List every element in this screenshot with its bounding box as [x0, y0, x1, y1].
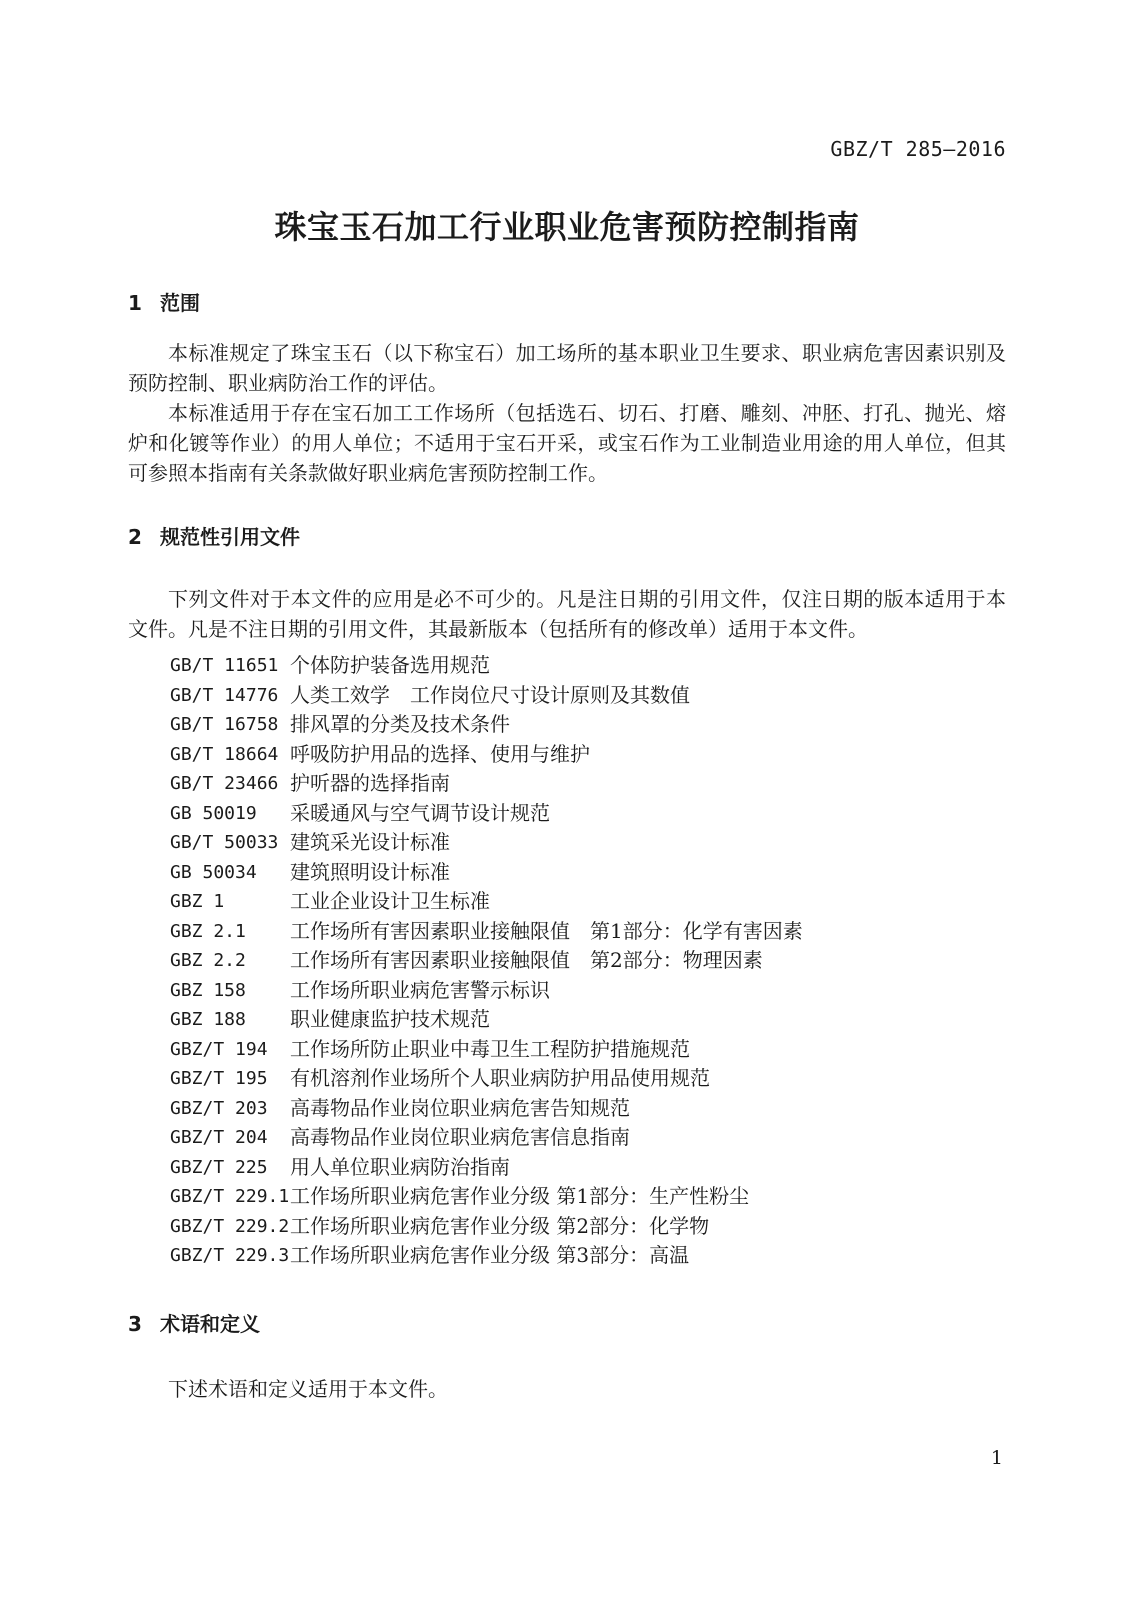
reference-code: GBZ 158	[170, 979, 246, 1001]
reference-code: GBZ/T 194	[170, 1038, 268, 1060]
reference-code: GB/T 16758	[170, 714, 279, 735]
reference-code: GB/T 50033	[170, 832, 279, 853]
reference-code: GBZ 188	[170, 1009, 246, 1030]
reference-item	[128, 799, 1006, 829]
section-3-heading	[128, 1308, 260, 1337]
reference-item	[128, 1064, 1006, 1094]
reference-title: 护听器的选择指南	[290, 771, 450, 795]
reference-title: 建筑照明设计标准	[290, 859, 450, 884]
reference-item	[128, 976, 1006, 1006]
reference-code: GB/T 18664	[170, 743, 279, 765]
reference-code: GB/T 11651	[170, 655, 279, 676]
reference-item	[128, 1182, 1006, 1212]
reference-code: GBZ/T 203	[170, 1097, 268, 1119]
reference-code: GB/T 23466	[170, 773, 279, 794]
reference-title: 个体防护装备选用规范	[290, 653, 490, 677]
reference-title: 工业企业设计卫生标准	[290, 889, 490, 913]
reference-title: 工作场所有害因素职业接触限值 第1部分：化学有害因素	[290, 918, 803, 943]
reference-title: 工作场所职业病危害作业分级 第2部分：化学物	[290, 1213, 710, 1238]
reference-title: 建筑采光设计标准	[290, 830, 450, 854]
reference-item	[128, 1035, 1006, 1065]
section-2-heading	[128, 521, 300, 550]
section-1-heading	[128, 287, 200, 316]
reference-code: GBZ 1	[170, 891, 225, 912]
reference-title: 呼吸防护用品的选择、使用与维护	[290, 741, 590, 766]
references-list	[128, 651, 1006, 1271]
reference-code: GBZ/T 225	[170, 1156, 268, 1178]
reference-item	[128, 681, 1006, 711]
reference-title: 职业健康监护技术规范	[290, 1007, 490, 1031]
reference-item	[128, 651, 1006, 681]
reference-item	[128, 1094, 1006, 1124]
reference-title: 有机溶剂作业场所个人职业病防护用品使用规范	[290, 1066, 710, 1090]
reference-item	[128, 828, 1006, 858]
reference-item	[128, 769, 1006, 799]
reference-code: GBZ 2.2	[170, 950, 246, 971]
reference-code: GBZ/T 229.1	[170, 1186, 290, 1207]
section-1-title: 范围	[160, 291, 200, 315]
reference-item	[128, 1005, 1006, 1035]
reference-item	[128, 1123, 1006, 1153]
reference-title: 排风罩的分类及技术条件	[290, 712, 510, 736]
references-intro-paragraph: 下列文件对于本文件的应用是必不可少的。凡是注日期的引用文件，仅注日期的版本适用于本文件。凡是不注日期的引用文件，其最新版本（包括所有的修改单）适用于本文件。	[128, 587, 1006, 641]
section-3-title: 术语和定义	[160, 1312, 260, 1336]
reference-code: GBZ/T 195	[170, 1068, 268, 1089]
reference-title: 高毒物品作业岗位职业病危害信息指南	[290, 1125, 630, 1149]
reference-item	[128, 917, 1006, 947]
reference-code: GBZ 2.1	[170, 920, 246, 942]
reference-item	[128, 1212, 1006, 1242]
reference-item	[128, 740, 1006, 770]
reference-code: GBZ/T 204	[170, 1127, 268, 1148]
reference-item	[128, 1153, 1006, 1183]
reference-item	[128, 946, 1006, 976]
reference-title: 人类工效学 工作岗位尺寸设计原则及其数值	[290, 682, 690, 707]
reference-code: GBZ/T 229.3	[170, 1245, 290, 1266]
reference-title: 工作场所职业病危害警示标识	[290, 977, 550, 1002]
scope-paragraph-2: 本标准适用于存在宝石加工工作场所（包括选石、切石、打磨、雕刻、冲胚、打孔、抛光、熔炉和化镀等作业）的用人单位；不适用于宝石开采，或宝石作为工业制造业用途的用人单位，但其可参照本指南有关条款做好职业病危害预防控制工作。	[128, 401, 1006, 485]
terms-intro-paragraph: 下述术语和定义适用于本文件。	[168, 1377, 448, 1401]
reference-title: 工作场所职业病危害作业分级 第3部分：高温	[290, 1243, 690, 1267]
reference-title: 工作场所有害因素职业接触限值 第2部分：物理因素	[290, 948, 763, 972]
reference-code: GB 50034	[170, 861, 257, 883]
reference-item	[128, 887, 1006, 917]
scope-paragraph-1: 本标准规定了珠宝玉石（以下称宝石）加工场所的基本职业卫生要求、职业病危害因素识别及预防控制、职业病防治工作的评估。	[128, 341, 1006, 395]
reference-title: 用人单位职业病防治指南	[290, 1154, 510, 1179]
reference-item	[128, 1241, 1006, 1271]
reference-code: GB/T 14776	[170, 684, 279, 706]
reference-title: 采暖通风与空气调节设计规范	[290, 800, 550, 825]
document-title: 珠宝玉石加工行业职业危害预防控制指南	[274, 208, 860, 246]
section-2-number: 2	[128, 525, 142, 549]
reference-code: GBZ/T 229.2	[170, 1215, 290, 1237]
reference-title: 工作场所职业病危害作业分级 第1部分：生产性粉尘	[290, 1184, 750, 1208]
section-2-body	[128, 584, 1006, 644]
reference-item	[128, 858, 1006, 888]
standard-number-header: GBZ/T 285—2016	[830, 137, 1006, 161]
reference-title: 工作场所防止职业中毒卫生工程防护措施规范	[290, 1036, 690, 1061]
reference-title: 高毒物品作业岗位职业病危害告知规范	[290, 1095, 630, 1120]
section-1-number: 1	[128, 291, 142, 315]
section-1-body	[128, 338, 1006, 488]
page-number: 1	[990, 1447, 1003, 1469]
section-3-number: 3	[128, 1312, 142, 1336]
reference-item	[128, 710, 1006, 740]
section-2-title: 规范性引用文件	[160, 525, 300, 549]
reference-code: GB 50019	[170, 802, 257, 824]
